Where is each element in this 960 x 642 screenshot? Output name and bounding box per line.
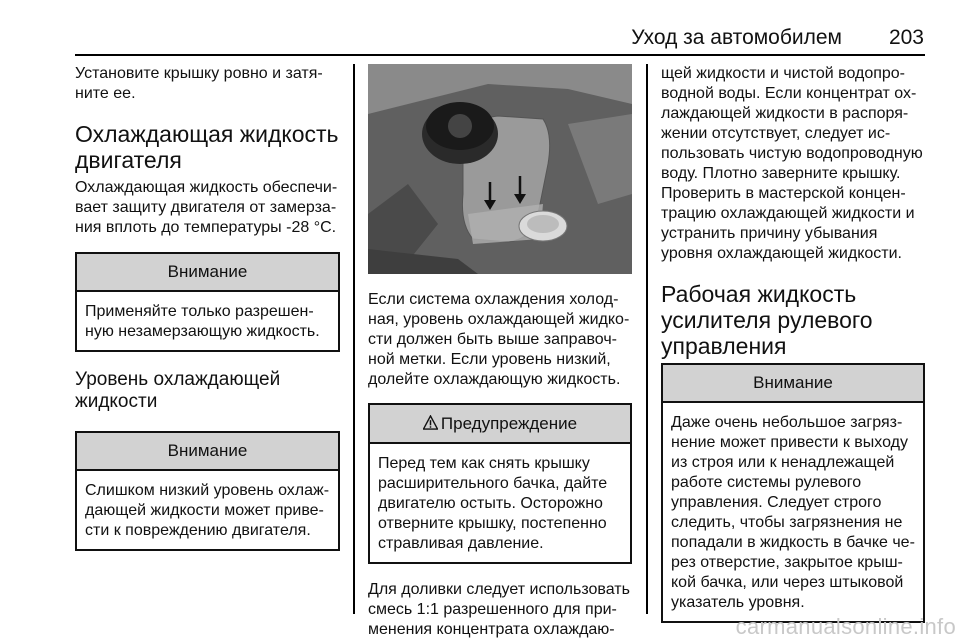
body-text-line: менения концентрата охлаждаю-: [368, 621, 615, 638]
notice-text-line: следить, чтобы загрязнения не: [671, 514, 903, 531]
body-text-line: водной воды. Если концентрат ох-: [661, 85, 917, 102]
notice-box: [75, 431, 340, 551]
notice-text-line: попадали в жидкость в бачке че-: [671, 534, 915, 551]
column-divider-2: [646, 64, 648, 614]
column-3: [661, 64, 925, 623]
notice-text-line: управления. Следует строго: [671, 494, 882, 511]
notice-box: [75, 252, 340, 352]
section-text-line: ния вплоть до температуры -28 °C.: [75, 219, 337, 236]
warning-box: [368, 403, 632, 564]
notice-text-line: сти к повреждению двигателя.: [85, 522, 311, 539]
section-title-power-steering: управления: [661, 333, 787, 359]
section-title-power-steering: усилителя рулевого: [661, 307, 873, 333]
section-text-line: Охлаждающая жидкость обеспечи-: [75, 179, 338, 196]
intro-line: Установите крышку ровно и затя-: [75, 65, 323, 82]
notice-text-line: Даже очень небольшое загряз-: [671, 414, 903, 431]
notice-text-line: Слишком низкий уровень охлаж-: [85, 482, 330, 499]
section-title-coolant: двигателя: [75, 147, 182, 173]
column-1: [75, 64, 340, 551]
body-text-line: устранить причину убывания: [661, 225, 878, 242]
warning-text-line: отверните крышку, постепенно: [378, 515, 607, 532]
section-text-line: вает защиту двигателя от замерза-: [75, 199, 337, 216]
notice-text-line: из строя или к ненадлежащей: [671, 454, 895, 471]
warning-text-line: Перед тем как снять крышку: [378, 455, 590, 472]
section-title-power-steering: Рабочая жидкость: [661, 281, 857, 307]
body-text-line: Если система охлаждения холод-: [368, 291, 619, 308]
notice-text-line: работе системы рулевого: [671, 474, 862, 491]
warning-triangle-icon: [423, 415, 438, 430]
body-text-line: Для доливки следует использовать: [368, 581, 630, 598]
warning-text-line: расширительного бачка, дайте: [378, 475, 608, 492]
intro-line: ните ее.: [75, 85, 136, 102]
body-text-line: жении отсутствует, следует ис-: [661, 125, 891, 142]
notice-text-line: нение может привести к выходу: [671, 434, 908, 451]
watermark: carmanualsonline.info: [735, 614, 956, 639]
notice-text-line: ную незамерзающую жидкость.: [85, 323, 320, 340]
notice-text-line: рез отверстие, закрытое крыш-: [671, 554, 903, 571]
warning-title: Предупреждение: [440, 414, 578, 433]
subsection-title-coolant-level: Уровень охлаждающей: [75, 369, 281, 390]
body-text-line: сти должен быть выше заправоч-: [368, 331, 617, 348]
warning-text-line: двигателю остыть. Осторожно: [378, 495, 603, 512]
notice-text-line: кой бачка, или через штыковой: [671, 574, 904, 591]
page-number: 203: [888, 26, 924, 49]
page-header: [0, 0, 960, 54]
warning-body: [370, 444, 630, 562]
notice-text-line: дающей жидкости может приве-: [85, 502, 324, 519]
column-divider-1: [353, 64, 355, 614]
body-text-line: Проверить в мастерской концен-: [661, 185, 906, 202]
body-text-line: ная, уровень охлаждающей жидко-: [368, 311, 630, 328]
notice-text-line: Применяйте только разрешен-: [85, 303, 314, 320]
body-text-line: смесь 1:1 разрешенного для при-: [368, 601, 617, 618]
notice-title: Внимание: [77, 433, 338, 471]
section-title-coolant: Охлаждающая жидкость: [75, 121, 339, 147]
body-text-line: уровня охлаждающей жидкости.: [661, 245, 902, 262]
header-rule: [75, 54, 925, 56]
subsection-title-coolant-level: жидкости: [75, 391, 158, 412]
notice-box: [661, 363, 925, 623]
coolant-tank-photo: [368, 64, 632, 274]
body-text-line: лаждающей жидкости в распоря-: [661, 105, 909, 122]
notice-text-line: указатель уровня.: [671, 594, 805, 611]
body-text-line: щей жидкости и чистой водопро-: [661, 65, 906, 82]
column-2: [368, 64, 632, 640]
warning-title-row: [370, 405, 630, 444]
running-header-title: Уход за автомобилем: [631, 26, 842, 49]
body-text-line: пользовать чистую водопроводную: [661, 145, 923, 162]
body-text-line: трацию охлаждающей жидкости и: [661, 205, 915, 222]
notice-title: Внимание: [77, 254, 338, 292]
notice-body: [663, 403, 923, 621]
notice-body: [77, 292, 338, 350]
body-text-line: ной метки. Если уровень низкий,: [368, 351, 611, 368]
notice-body: [77, 471, 338, 549]
body-text-line: воду. Плотно заверните крышку.: [661, 165, 901, 182]
body-text-line: долейте охлаждающую жидкость.: [368, 371, 621, 388]
warning-text-line: стравливая давление.: [378, 535, 544, 552]
notice-title: Внимание: [663, 365, 923, 403]
